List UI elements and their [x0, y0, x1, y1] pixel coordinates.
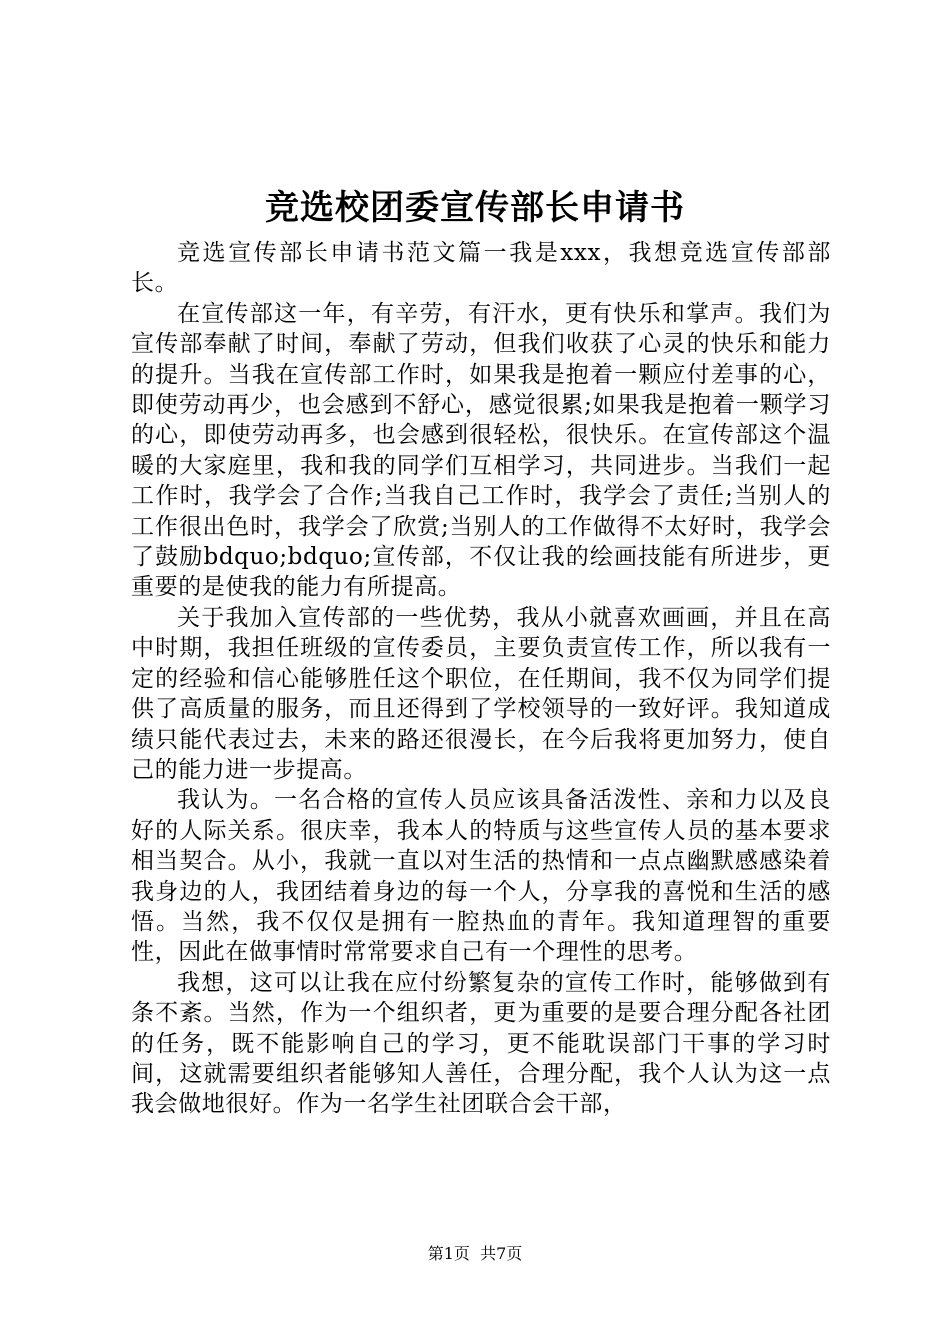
page-number-footer: 第1页 共7页 — [427, 1244, 523, 1263]
paragraph-organization: 我想，这可以让我在应付纷繁复杂的宣传工作时，能够做到有条不紊。当然，作为一个组织者，更为重要的是要合理分配各社团的任务，既不能影响自己的学习，更不能耽误部门干事的学习时间，这就需要组织者能够知人善任，合理分配，我个人认为这一点我会做地很好。作为一名学生社团联合会干部， — [131, 969, 831, 1118]
document-title: 竞选校团委宣传部长申请书 — [265, 188, 685, 228]
paragraph-advantages: 关于我加入宣传部的一些优势，我从小就喜欢画画，并且在高中时期，我担任班级的宣传委员，主要负责宣传工作，所以我有一定的经验和信心能够胜任这个职位，在任期间，我不仅为同学们提供了高质量的服务，而且还得到了学校领导的一致好评。我知道成绩只能代表过去，未来的路还很漫长，在今后我将更加努力，使自己的能力进一步提高。 — [131, 604, 831, 783]
document-body — [131, 238, 831, 1120]
paragraph-experience: 在宣传部这一年，有辛劳，有汗水，更有快乐和掌声。我们为宣传部奉献了时间，奉献了劳动，但我们收获了心灵的快乐和能力的提升。当我在宣传部工作时，如果我是抱着一颗应付差事的心，即使劳动再少，也会感到不舒心，感觉很累;如果我是抱着一颗学习的心，即使劳动再多，也会感到很轻松，很快乐。在宣传部这个温暖的大家庭里，我和我的同学们互相学习，共同进步。当我们一起工作时，我学会了合作;当我自己工作时，我学会了责任;当别人的工作很出色时，我学会了欣赏;当别人的工作做得不太好时，我学会了鼓励bdquo;bdquo;宣传部，不仅让我的绘画技能有所进步，更重要的是使我的能力有所提高。 — [131, 300, 831, 601]
paragraph-intro: 竞选宣传部长申请书范文篇一我是xxx，我想竞选宣传部部长。 — [131, 240, 831, 297]
paragraph-qualities: 我认为。一名合格的宣传人员应该具备活泼性、亲和力以及良好的人际关系。很庆幸，我本人的特质与这些宣传人员的基本要求相当契合。从小，我就一直以对生活的热情和一点点幽默感感染着我身边的人，我团结着身边的每一个人，分享我的喜悦和生活的感悟。当然，我不仅仅是拥有一腔热血的青年。我知道理智的重要性，因此在做事情时常常要求自己有一个理性的思考。 — [131, 787, 831, 966]
